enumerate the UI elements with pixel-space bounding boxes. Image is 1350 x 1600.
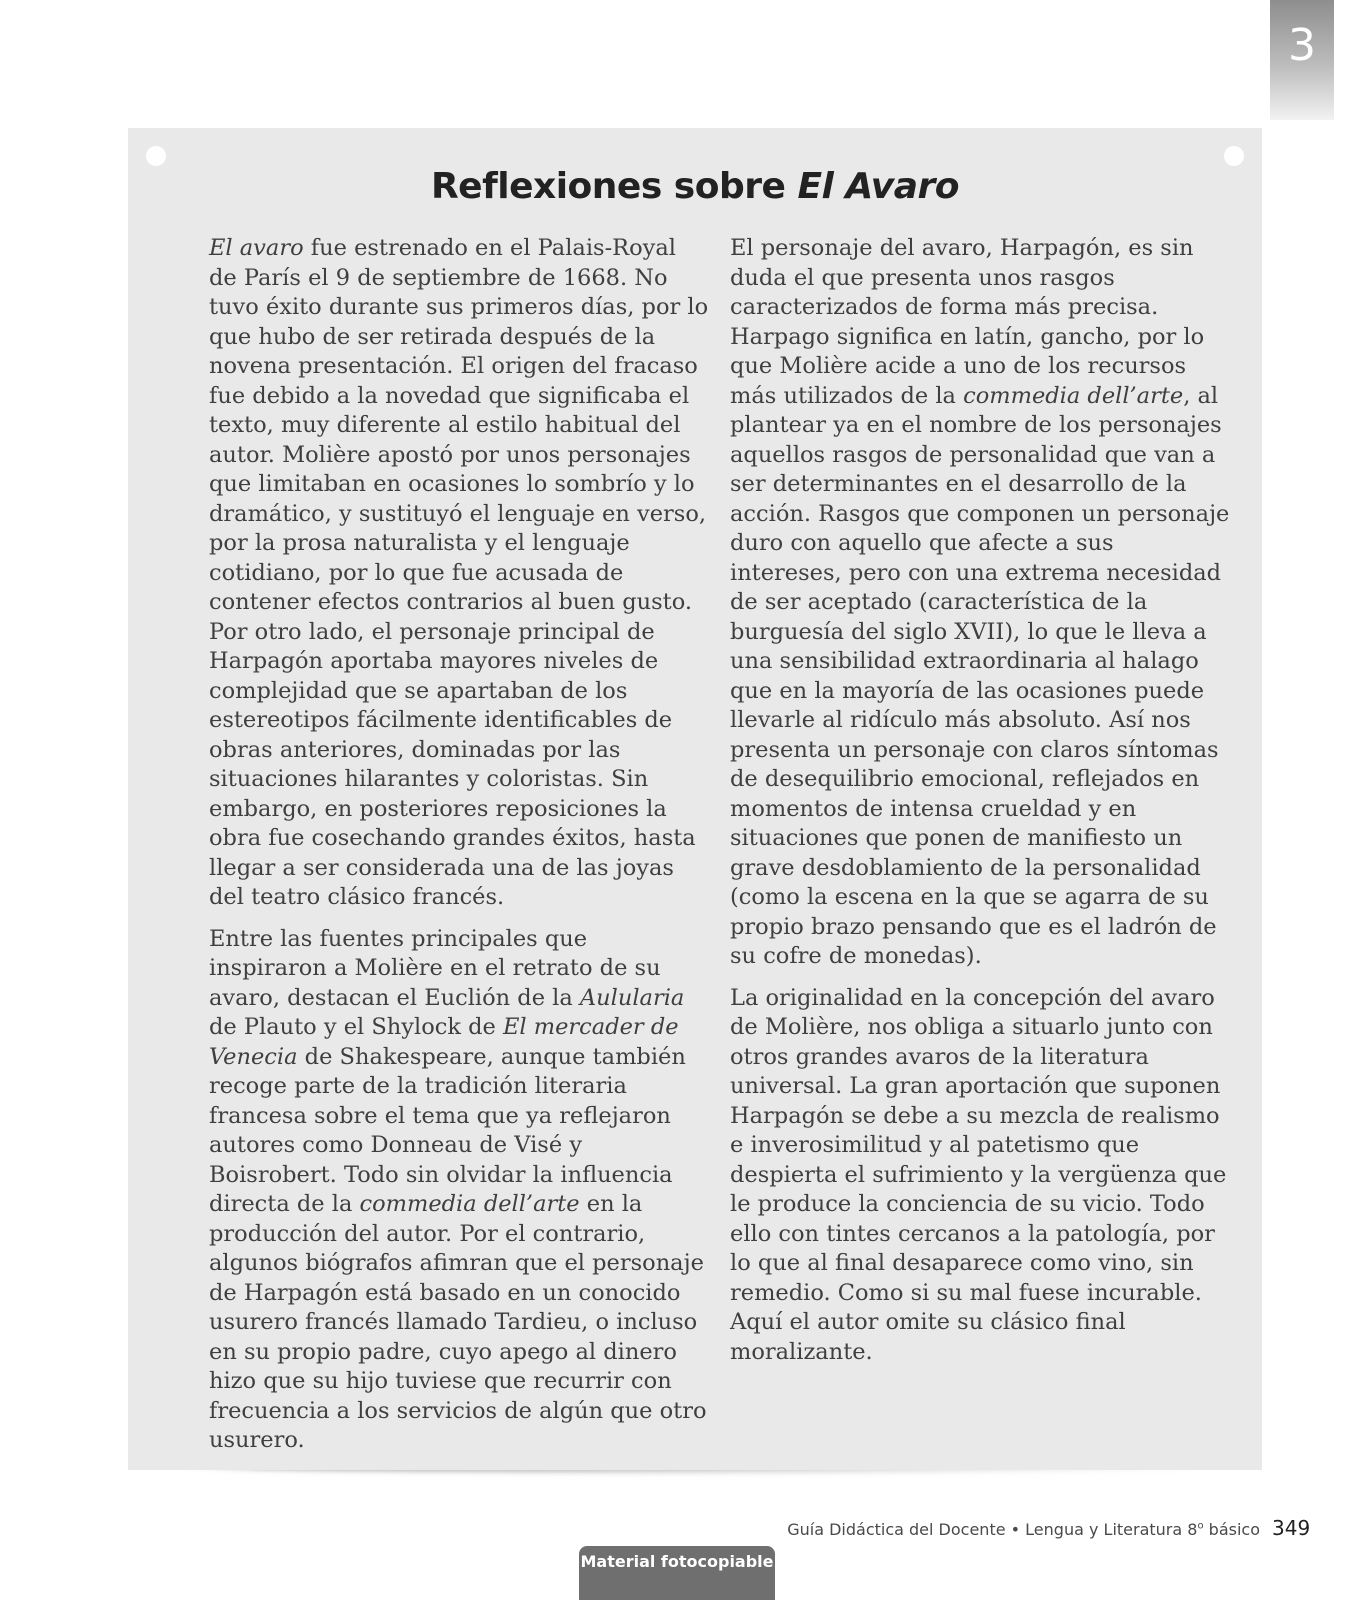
title-text: Reflexiones sobre: [430, 166, 798, 207]
italic-term: commedia dell’arte: [359, 1191, 580, 1217]
grade-text: básico: [1203, 1520, 1260, 1539]
right-column: [730, 234, 1230, 1379]
paragraph: La originalidad en la concepción del avaro de Molière, nos obliga a situarlo junto con otros grandes avaros de la literatura universal. La gran aportación que suponen Harpagón se debe a su mezcla de realismo e inverosimilitud y al patetismo que despierta el sufrimiento y la vergüenza que le produce la conciencia de su vicio. Todo ello con tintes cercanos a la patología, por lo que al final desaparece como vino, sin remedio. Como si su mal fuese incurable. Aquí el autor omite su clásico final moralizante.: [730, 984, 1227, 1365]
ordinal-mark: o: [1197, 1520, 1204, 1532]
paragraph-text: de Shakespeare, aunque también recoge parte de la tradición literaria francesa sobre el tema que ya reflejaron autores como Donneau de Visé y Boisrobert. Todo sin olvidar la influencia directa de la: [209, 1043, 686, 1217]
reading-sheet: [128, 128, 1262, 1470]
unit-number-tab: 3: [1270, 0, 1334, 120]
italic-work-title: Aulularia: [579, 984, 685, 1011]
punch-hole-right: [1224, 146, 1244, 166]
guide-text: Guía Didáctica del Docente • Lengua y Literatura 8: [787, 1520, 1198, 1539]
photocopiable-badge: Material fotocopiable: [579, 1546, 775, 1600]
italic-term: commedia dell’arte: [963, 382, 1184, 409]
italic-work-title: El avaro: [209, 235, 304, 261]
page-number: 349: [1272, 1516, 1311, 1540]
footer-guide-label: [787, 1520, 1260, 1539]
paragraph-text: en la producción del autor. Por el contrario, algunos biógrafos afimran que el personaje de Harpagón está basado en un conocido usurero francés llamado Tardieu, o incluso en su propio padre, cuyo apego al dinero hizo que su hijo tuviese que recurrir con frecuencia a los servicios de algún que otro usurero.: [209, 1191, 707, 1453]
punch-hole-left: [146, 146, 166, 166]
italic-work-title: El mercader de Venecia: [209, 1014, 679, 1070]
left-column: [209, 234, 709, 1468]
paragraph-text: , al plantear ya en el nombre de los personajes aquellos rasgos de personalidad que van a ser determinantes en el desarrollo de la acción. Rasgos que componen un personaje duro con aquello que afecte a sus intereses, pero con una extrema necesidad de ser aceptado (característica de la burguesía del siglo XVII), lo que le lleva a una sensibilidad extraordinaria al halago que en la mayoría de las ocasiones puede llevarle al ridículo más absoluto. Así nos presenta un personaje con claros síntomas de desequilibrio emocional, reflejados en momentos de intensa crueldad y en situaciones que ponen de manifiesto un grave desdoblamiento de la personalidad (como la escena en la que se agarra de su propio brazo pensando que es el ladrón de su cofre de monedas).: [730, 382, 1230, 969]
paragraph: [209, 925, 709, 1456]
paragraph-text: de Plauto y el Shylock de: [209, 1014, 503, 1040]
paragraph: [209, 234, 709, 913]
sheet-title: [128, 166, 1262, 207]
paragraph: [730, 234, 1230, 972]
paragraph-text: El personaje del avaro, Harpagón, es sin duda el que presenta unos rasgos caracterizados de forma más precisa. Harpago significa en latín, gancho, por lo que Molière acide a uno de los recursos más utilizados de la: [730, 235, 1205, 409]
title-italic: El Avaro: [797, 166, 960, 207]
paragraph-text: Entre las fuentes principales que inspiraron a Molière en el retrato de su avaro, destacan el Euclión de la: [209, 925, 661, 1011]
paragraph-text: fue estrenado en el Palais-Royal de París el 9 de septiembre de 1668. No tuvo éxito durante sus primeros días, por lo que hubo de ser retirada después de la novena presentación. El origen del fracaso fue debido a la novedad que significaba el texto, muy diferente al estilo habitual del autor. Molière apostó por unos personajes que limitaban en ocasiones lo sombrío y lo dramático, y sustituyó el lenguaje en verso, por la prosa naturalista y el lenguaje cotidiano, por lo que fue acusada de contener efectos contrarios al buen gusto. Por otro lado, el personaje principal de Harpagón aportaba mayores niveles de complejidad que se apartaban de los estereotipos fácilmente identificables de obras anteriores, dominadas por las situaciones hilarantes y coloristas. Sin embargo, en posteriores reposiciones la obra fue cosechando grandes éxitos, hasta llegar a ser considerada una de las joyas del teatro clásico francés.: [209, 235, 709, 910]
